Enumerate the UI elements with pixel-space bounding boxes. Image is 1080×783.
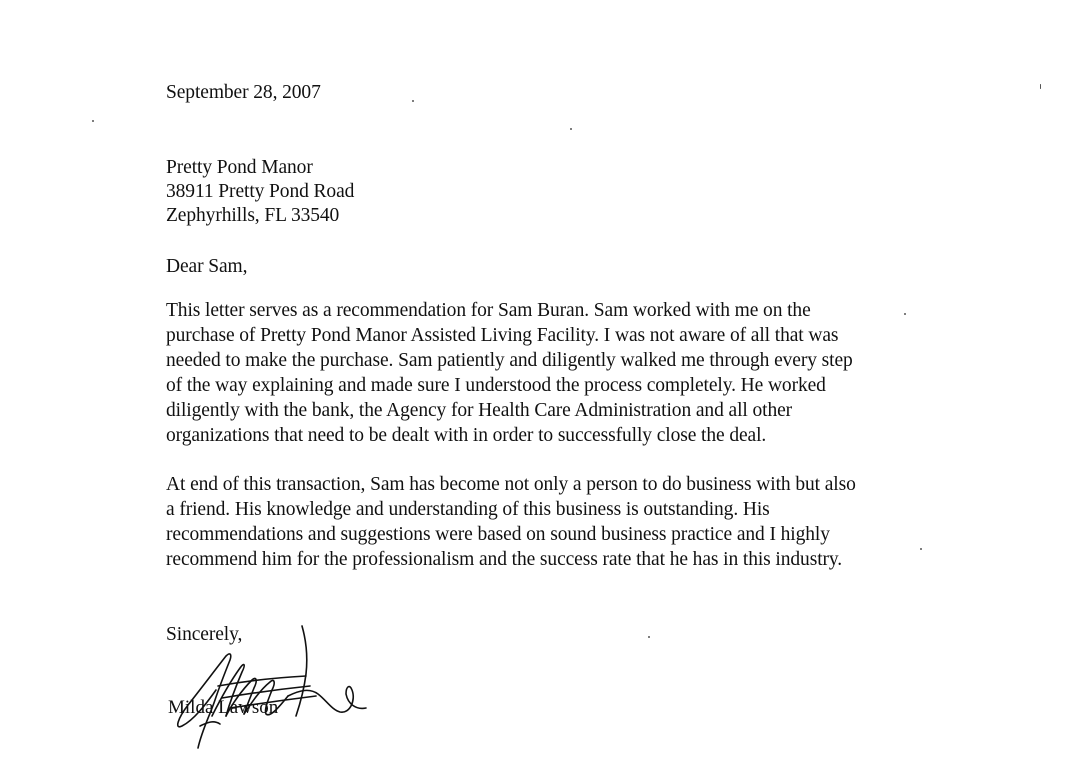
paragraph-line: diligently with the bank, the Agency for Health Care Administration and all other (166, 400, 793, 421)
letter-date: September 28, 2007 (166, 82, 321, 103)
recipient-name: Pretty Pond Manor (166, 157, 313, 178)
paragraph-line: recommend him for the professionalism and the success rate that he has in this industry. (166, 549, 843, 570)
paragraph-line: At end of this transaction, Sam has become not only a person to do business with but also (166, 474, 856, 495)
scan-speck (920, 548, 922, 550)
paragraph-line: needed to make the purchase. Sam patiently and diligently walked me through every step (166, 350, 853, 371)
scan-speck (92, 120, 94, 122)
paragraph-line: of the way explaining and made sure I understood the process completely. He worked (166, 375, 826, 396)
paragraph-line: organizations that need to be dealt with in order to successfully close the deal. (166, 425, 767, 446)
handwritten-signature (160, 620, 380, 750)
scan-speck (570, 128, 572, 130)
body-paragraph-1 (166, 298, 853, 448)
closing: Sincerely, (166, 624, 243, 645)
paragraph-line: purchase of Pretty Pond Manor Assisted Living Facility. I was not aware of all that was (166, 325, 839, 346)
signer-name: Milda Lawson (168, 697, 279, 718)
paragraph-line: a friend. His knowledge and understanding of this business is outstanding. His (166, 499, 770, 520)
recipient-street: 38911 Pretty Pond Road (166, 181, 355, 202)
body-paragraph-2 (166, 472, 856, 572)
salutation: Dear Sam, (166, 256, 248, 277)
paragraph-line: recommendations and suggestions were based on sound business practice and I highly (166, 524, 830, 545)
scan-speck (1040, 84, 1041, 89)
paragraph-line: This letter serves as a recommendation for Sam Buran. Sam worked with me on the (166, 300, 811, 321)
scan-speck (648, 636, 650, 638)
scan-speck (412, 100, 414, 102)
scan-speck (904, 313, 906, 315)
recipient-city-state-zip: Zephyrhills, FL 33540 (166, 205, 340, 226)
